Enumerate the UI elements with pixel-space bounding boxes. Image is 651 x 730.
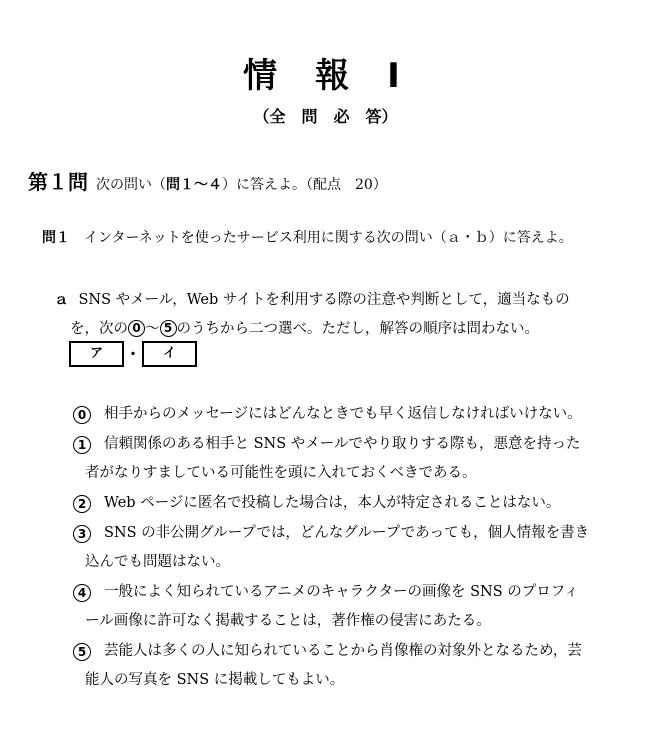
part-a-line1 [54, 286, 614, 315]
choice-item[interactable] [73, 637, 623, 695]
choice-mark: 5 [73, 643, 91, 661]
answer-row [69, 341, 197, 367]
part-a-line2-pre: を，次の [70, 321, 128, 337]
problem-label: 問１ [42, 230, 70, 246]
choice-mark: 2 [73, 495, 91, 513]
part-a-line2-post: のうちから二つ選べ。ただし，解答の順序は問わない。 [176, 321, 539, 337]
choice-mark: 0 [73, 406, 91, 424]
choice-item[interactable] [73, 430, 623, 488]
choice-item[interactable] [73, 519, 623, 577]
choice-line1: SNS の非公開グループでは，どんなグループであっても，個人情報を書き [104, 525, 590, 541]
choice-line2: 能人の写真を SNS に掲載してもよい。 [85, 672, 345, 688]
choice-line2: 込んでも問題はない。 [85, 554, 230, 570]
choice-line1: 信頼関係のある相手と SNS やメールでやり取りする際も，悪意を持った [104, 436, 581, 452]
choice-line1: 一般によく知られているアニメのキャラクターの画像を SNS のプロフィ [104, 584, 579, 600]
part-a-label: ａ [54, 292, 69, 308]
question-heading [28, 166, 387, 195]
answer-box-i[interactable]: イ [142, 341, 197, 367]
choice-mark: 3 [73, 525, 91, 543]
part-a-line2 [54, 315, 614, 344]
choice-item[interactable] [73, 578, 623, 636]
answer-separator: ・ [125, 345, 141, 363]
problem-text: インターネットを使ったサービス利用に関する次の問い（ａ・ｂ）に答えよ。 [84, 230, 573, 246]
part-a [54, 286, 614, 344]
range-start-mark: 0 [128, 320, 145, 337]
question-instruction [96, 177, 387, 193]
choice-line1: Web ページに匿名で投稿した場合は，本人が特定されることはない。 [104, 495, 561, 511]
instruction-bold: 問１～４ [166, 177, 222, 193]
choice-list [73, 400, 623, 696]
answer-box-a[interactable]: ア [69, 341, 124, 367]
range-sep: ～ [145, 321, 160, 337]
range-end-mark: 5 [160, 320, 177, 337]
choice-item[interactable] [73, 400, 623, 429]
instruction-pre: 次の問い（ [96, 177, 166, 193]
choice-item[interactable] [73, 489, 623, 518]
choice-mark: 4 [73, 584, 91, 602]
choice-line2: 者がなりすましている可能性を頭に入れておくべきである。 [85, 465, 477, 481]
choice-line1: 芸能人は多くの人に知られていることから肖像権の対象外となるため，芸 [104, 643, 582, 659]
question-number: 第１問 [28, 170, 88, 194]
page-subtitle: （全 問 必 答） [253, 107, 398, 126]
choice-mark: 1 [73, 436, 91, 454]
problem-heading [42, 227, 573, 247]
instruction-post: ）に答えよ。（配点 20） [222, 177, 387, 193]
choice-line1: 相手からのメッセージにはどんなときでも早く返信しなければいけない。 [104, 406, 582, 422]
page-title: 情報Ⅰ [243, 56, 438, 96]
part-a-line1-text: SNS やメール，Web サイトを利用する際の注意や判断として，適当なもの [78, 292, 570, 308]
choice-line2: ール画像に許可なく掲載することは，著作権の侵害にあたる。 [85, 613, 491, 629]
